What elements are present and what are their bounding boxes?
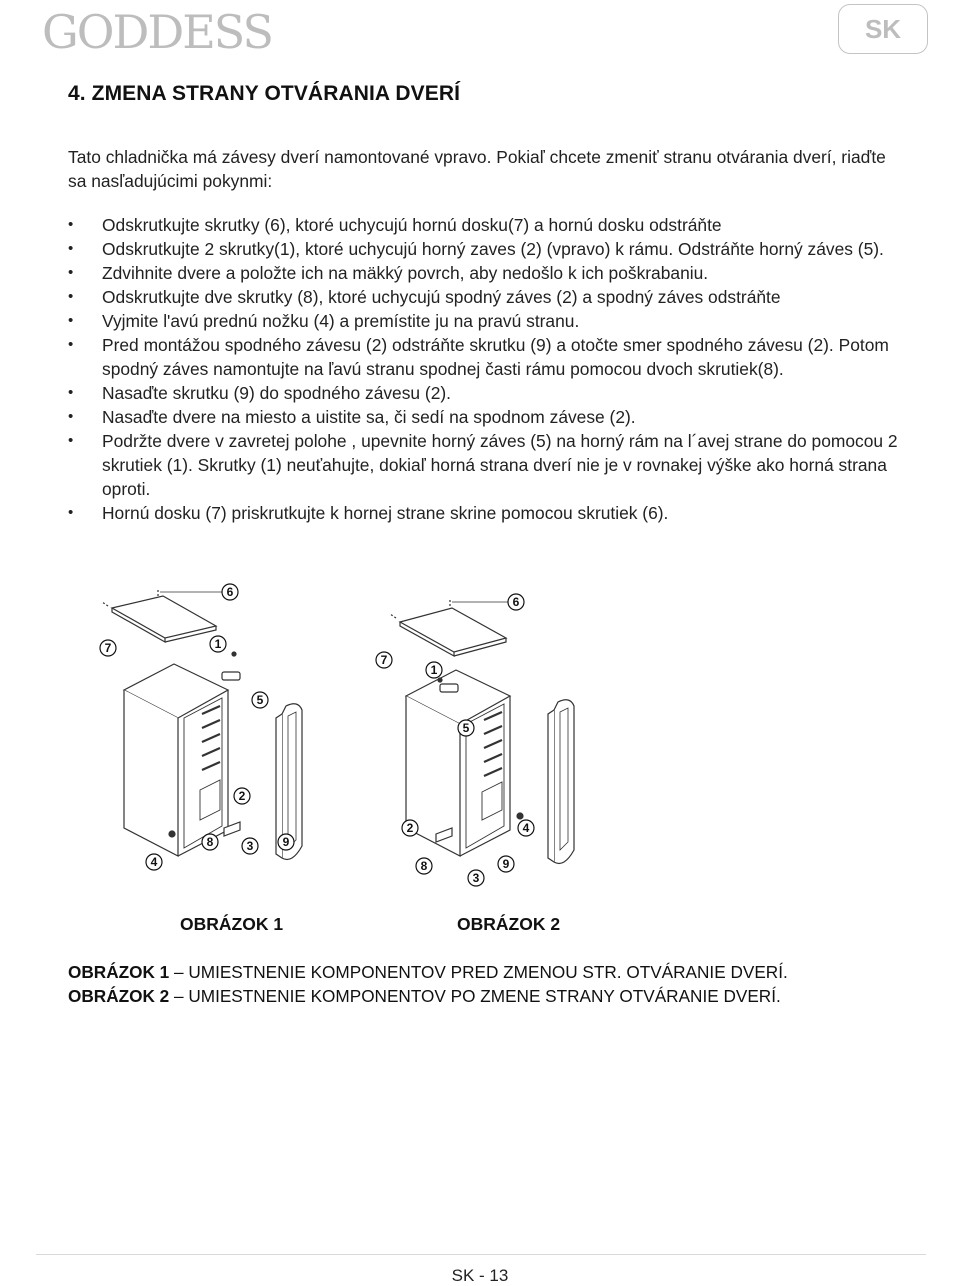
callout-6: 6 [512,595,520,609]
section-title: 4. ZMENA STRANY OTVÁRANIA DVERÍ [68,82,461,105]
legend-term: OBRÁZOK 2 [68,986,170,1006]
instruction-step: • Nasaďte skrutku (9) do spodného závesu (2). [68,381,898,405]
instruction-step: • Vyjmite l'avú prednú nožku (4) a premístite ju na pravú stranu. [68,309,898,333]
instruction-step: • Podržte dvere v zavretej polohe , upevnite horný záves (5) na horný rám na l´avej strane do pomocou 2 skrutiek (1). Skrutky (1) neuťahujte, dokiaľ horná strana dverí nie je v rovnakej výške ako horná strana oproti. [68,429,898,501]
callout-1: 1 [430,663,438,677]
callout-5: 5 [256,693,264,707]
instruction-step: • Odskrutkujte dve skrutky (8), ktoré uchycujú spodný záves (2) a spodný záves odstráňte [68,285,898,309]
legend-text: – UMIESTNENIE KOMPONENTOV PRED ZMENOU STR. OTVÁRANIE DVERÍ. [169,962,788,982]
instruction-step: • Zdvihnite dvere a položte ich na mäkký povrch, aby nedošlo k ich poškrabaniu. [68,261,898,285]
callout-8: 8 [206,835,214,849]
instruction-step: • Hornú dosku (7) priskrutkujte k hornej strane skrine pomocou skrutiek (6). [68,501,898,525]
figure-2-caption: OBRÁZOK 2 [457,914,561,934]
callout-2: 2 [238,789,246,803]
language-badge: SK [838,4,928,54]
instruction-step: • Nasaďte dvere na miesto a uistite sa, či sedí na spodnom závese (2). [68,405,898,429]
callout-8: 8 [420,859,428,873]
instruction-step: • Odskrutkujte 2 skrutky(1), ktoré uchycujú horný zaves (2) (vpravo) k rámu. Odstráňte horný záves (5). [68,237,898,261]
callout-7: 7 [380,653,388,667]
callout-4: 4 [150,855,158,869]
page-number: SK - 13 [451,1266,509,1285]
figure-1-caption: OBRÁZOK 1 [180,914,284,934]
callout-4: 4 [522,821,530,835]
callout-2: 2 [406,821,414,835]
legend-line-1 [68,960,928,984]
intro-paragraph: Tato chladnička má závesy dverí namontované vpravo. Pokiaľ chcete zmeniť stranu otvárania dverí, riaďte sa nasľadujúcimi pokynmi: [68,147,886,191]
callout-5: 5 [462,721,470,735]
legend-text: – UMIESTNENIE KOMPONENTOV PO ZMENE STRANY OTVÁRANIE DVERÍ. [169,986,781,1006]
brand-logo [40,4,280,56]
footer-divider [36,1254,926,1255]
callout-3: 3 [246,839,254,853]
brand-logo-text: GODDESS [42,5,273,56]
legend-term: OBRÁZOK 1 [68,962,170,982]
callout-3: 3 [472,871,480,885]
callout-6: 6 [226,585,234,599]
figure-1-illustration [88,578,318,888]
callout-1: 1 [214,637,222,651]
instruction-step: • Pred montážou spodného závesu (2) odstráňte skrutku (9) a otočte smer spodného závesu (2). Potom spodný záves namontujte na ľavú stranu spodnej časti rámu pomocou dvoch skrutiek(8). [68,333,898,381]
instruction-list [68,213,898,525]
legend-line-2 [68,984,928,1008]
figure-2-illustration [370,578,640,888]
callout-9: 9 [502,857,510,871]
callout-7: 7 [104,641,112,655]
figure-legend [68,960,928,1008]
instruction-step: • Odskrutkujte skrutky (6), ktoré uchycujú hornú dosku(7) a hornú dosku odstráňte [68,213,898,237]
callout-9: 9 [282,835,290,849]
